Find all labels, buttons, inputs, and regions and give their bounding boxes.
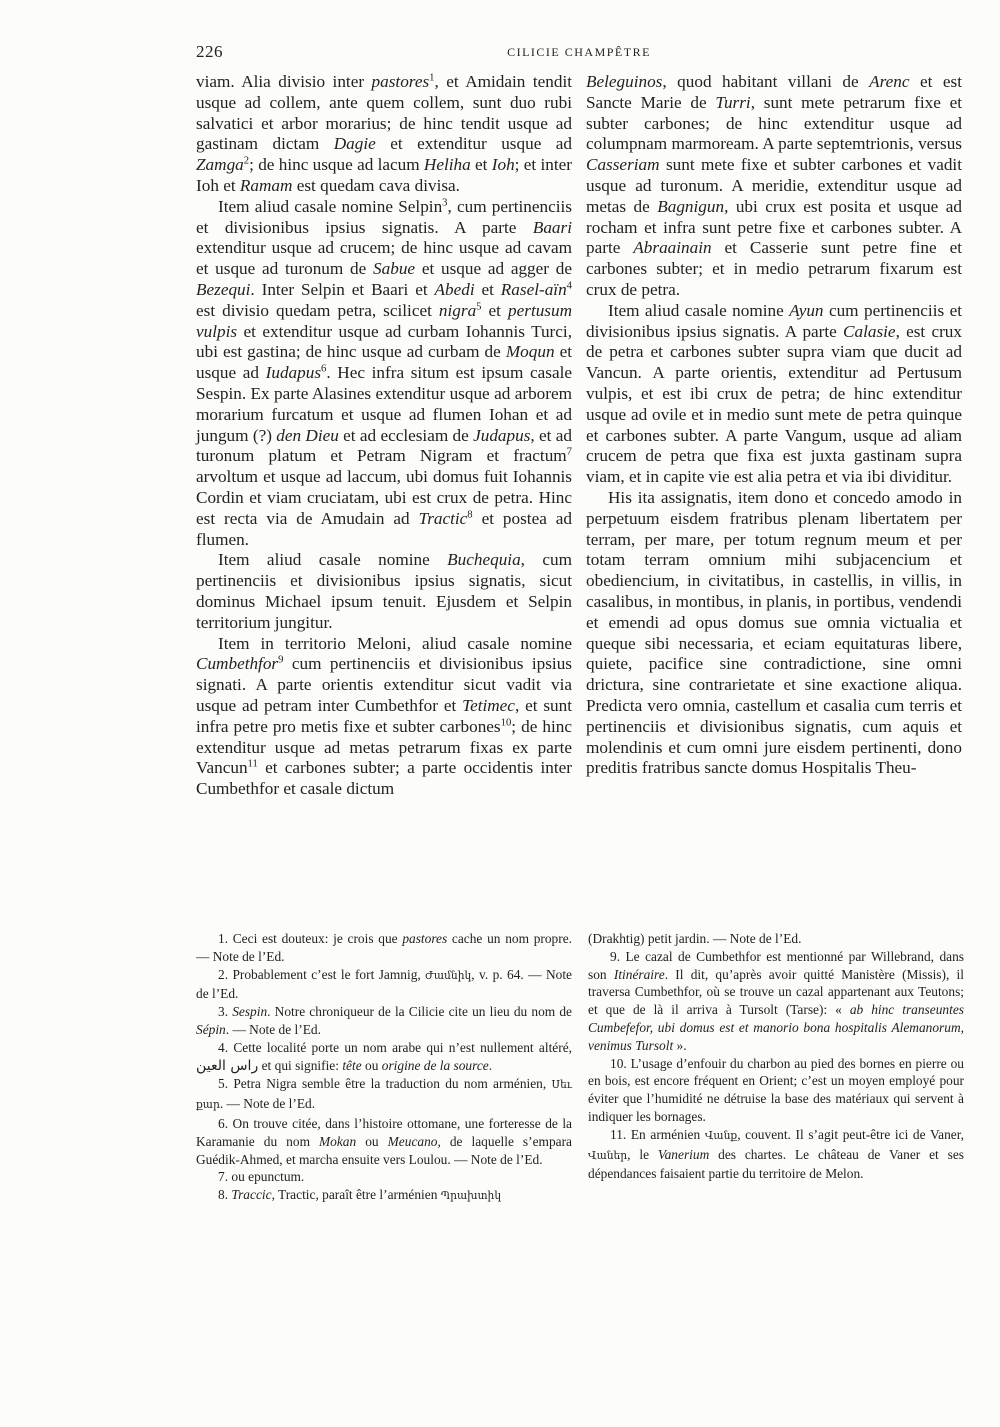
page-header bbox=[196, 42, 962, 64]
paragraph: Item aliud casale nomine Selpin$^3$, cum pertinenciis et divisionibus ipsius signatis. A parte Baari extenditur usque ad crucem; de hinc usque ad cavam et usque ad turonum de Sabue et usque ad agger de Bezequi. Inter Selpin et Baari et Abedi et Rasel-aïn$^4$ est divisio quedam petra, scilicet nigra$^5$ et pertusum vulpis et extenditur usque ad curbam Iohannis Turci, ubi est gastina; de hinc usque ad curbam de Moqun et usque ad Iudapus$^6$. Hec infra situm est ipsum casale Sespin. Ex parte Alasines extenditur usque ad arborem morarium furcatum et usque ad flumen Iohan et ad jungum (?) den Dieu et ad ecclesiam de Judapus, et ad turonum platum et Petram Nigram et fractum$^7$ arvoltum et usque ad laccum, ubi domus fuit Iohannis Cordin et viam cruciatam, ubi est crux de petra. Hinc est recta via de Amudain ad Tractic$^8$ et postea ad flumen. bbox=[196, 196, 573, 549]
body-column-left bbox=[196, 72, 572, 800]
paragraph: 6. On trouve citée, dans l’histoire ottomane, une forteresse de la Karamanie du nom Mokan ou Meucano, de laquelle s’empara Guédik-Ahmed, et marcha ensuite vers Loulou. — Note de l’Ed. bbox=[196, 1115, 572, 1167]
paragraph: 10. L’usage d’enfouir du charbon au pied des bornes en pierre ou en bois, est encore fréquent en Orient; c’est un moyen employé pour éviter que l’humidité ne détruise la base des matériaux qui servent à indiquer les bornages. bbox=[588, 1055, 964, 1124]
paragraph: (Drakhtig) petit jardin. — Note de l’Ed. bbox=[588, 931, 802, 946]
paragraph: 5. Petra Nigra semble être la traduction du nom arménien, Սեւ քար. — Note de l’Ed. bbox=[196, 1076, 572, 1112]
paragraph: viam. Alia divisio inter pastores$^1$, et Amidain tendit usque ad collem, ante quem collem, sunt duo rubi salvatici et arbor morarius; de hinc tendit usque ad gastinam dictam Dagie et extenditur usque ad Zamga$^2$; de hinc usque ad lacum Heliha et Ioh; et inter Ioh et Ramam est quedam cava divisa. bbox=[196, 72, 572, 195]
paragraph: 7. ou epunctum. bbox=[218, 1169, 305, 1185]
running-title: CILICIE CHAMPÊTRE bbox=[507, 45, 651, 59]
paragraph: 11. En arménien Վանք, couvent. Il s’agit peut-être ici de Vaner, Վաներ, le Vanerium des chartes. Le château de Vaner et ses dépendances faisaient partie du territoire de Melon. bbox=[588, 1126, 964, 1182]
paragraph: Item aliud casale nomine Ayun cum pertinenciis et divisionibus ipsius signatis. A parte Calasie, est crux de petra et carbones subter supra viam que ducit ad Vancun. A parte orientis, extenditur ad Pertusum vulpis, et est ibi crux de petra; de hinc extenditur usque ad ovile et in medio sunt mete de petra quinque et carbones subter. A parte Vangum, usque ad aliam crucem de petra que fixa est juxta gastinam supra viam, et in capite vie est alia petra et via ibi dividitur. bbox=[586, 300, 962, 487]
footnotes-column-left bbox=[196, 930, 572, 1206]
paragraph: 3. Sespin. Notre chroniqueur de la Cilicie cite un lieu du nom de Sépin. — Note de l’Ed. bbox=[196, 1004, 573, 1037]
footnotes-column-right bbox=[588, 930, 964, 1183]
paragraph: 4. Cette localité porte un nom arabe qui n’est nullement altéré, راس العين et qui signifie: tête ou origine de la source. bbox=[196, 1039, 572, 1074]
paragraph: His ita assignatis, item dono et concedo amodo in perpetuum eisdem fratribus plenam libertatem per terram, per mare, per totum regnum meum et per totam terram omnium mihi subjacencium et obediencium, in civitatibus, in castellis, in villis, in casalibus, in montibus, in planis, in portibus, vendendi et emendi ad opus domus sue omnia victualia et queque sibi necessaria, et eciam equitaturas libere, quiete, pacifice sine contradictione, sine omni drictura, sine contrarietate et sine exactione aliqua. Predicta vero omnia, castellum et casalia cum terris et pertinenciis et divisionibus signatis, cum aquis et molendinis et cum omni jure eisdem pertinenti, dono preditis fratribus sancte domus Hospitalis Theu- bbox=[586, 487, 962, 778]
paragraph: 1. Ceci est douteux: je crois que pastores cache un nom propre. — Note de l’Ed. bbox=[196, 931, 572, 964]
paragraph: Item aliud casale nomine Buchequia, cum pertinenciis et divisionibus ipsius signatis, sicut dominus Michael ipsum tenuit. Ejusdem et Selpin territorium jungitur. bbox=[196, 550, 572, 632]
body-column-right bbox=[586, 72, 962, 779]
paragraph: Item in territorio Meloni, aliud casale nomine Cumbethfor$^9$ cum pertinenciis et divisionibus ipsius signati. A parte orientis extenditur sicut vadit via usque ad petram inter Cumbethfor et Tetimec, et sunt infra petre pro metis fixe et subter carbones$^{10}$; de hinc extenditur usque ad metas petrarum fixas ex parte Vancun$^{11}$ et carbones subter; a parte occidentis inter Cumbethfor et casale dictum bbox=[196, 633, 573, 799]
paragraph: 9. Le cazal de Cumbethfor est mentionné par Willebrand, dans son Itinéraire. Il dit, qu’après avoir quitté Manistère (Missis), il traversa Cumbethfor, où se trouve un cazal appartenant aux Teutons; et que de là il arriva à Tursolt (Tarse): « ab hinc transeuntes Cumbefefor, ubi domus est et manorio bona hospitalis Alemanorum, venimus Tursolt ». bbox=[588, 948, 965, 1053]
paragraph: Beleguinos, quod habitant villani de Arenc et est Sancte Marie de Turri, sunt mete petrarum fixe et subter carbones; de hinc extenditur usque ad columpnam marmoream. A parte septemtrionis, versus Casseriam sunt mete fixe et subter carbones et vadit usque ad turonum. A meridie, extenditur usque ad metas de Bagnigun, ubi crux est posita et usque ad rocham et infra sunt petre fixe et carbones subter. A parte Abraainain et Casserie sunt petre fine et carbones subter; et in medio petrarum fixarum est crux de petra. bbox=[586, 72, 962, 299]
page-number: 226 bbox=[196, 42, 223, 61]
paragraph: 2. Probablement c’est le fort Jamnig, Ժամնիկ, v. p. 64. — Note de l’Ed. bbox=[196, 966, 572, 1002]
paragraph: 8. Traccic, Tractic, paraît être l’arménien Պրախտիկ bbox=[218, 1187, 502, 1203]
